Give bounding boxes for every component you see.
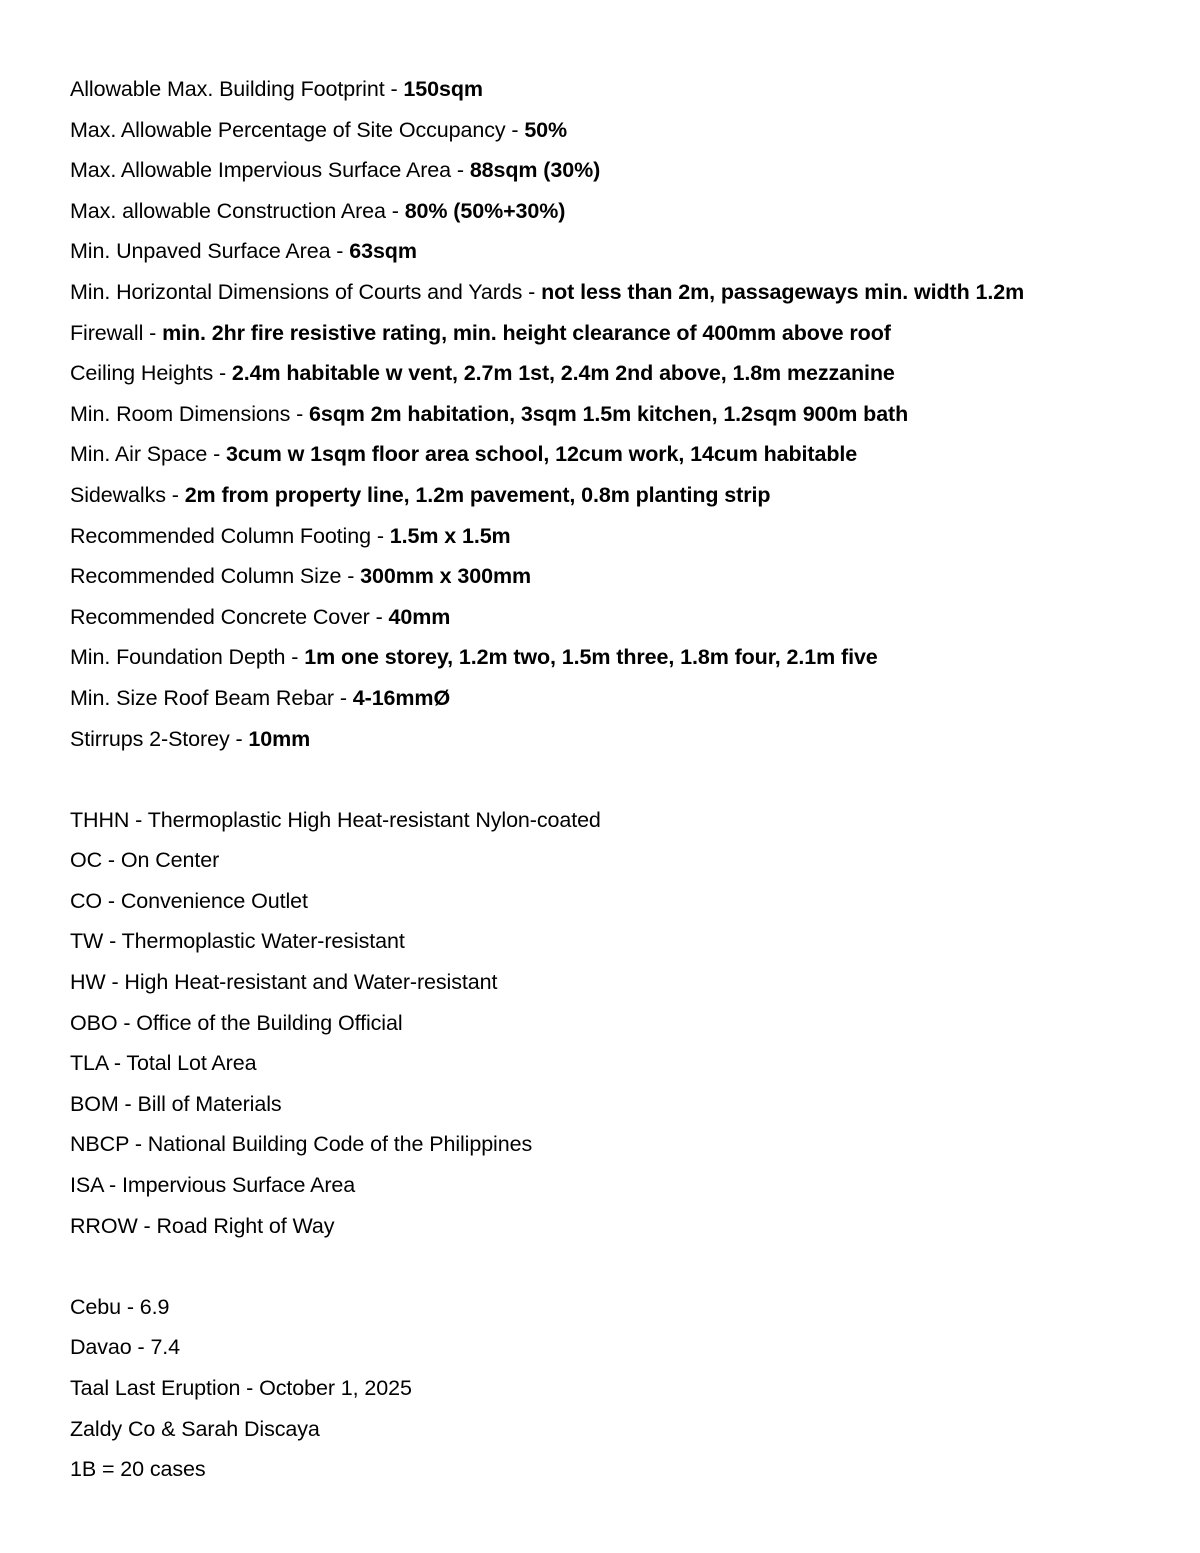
spec-label: Ceiling Heights - xyxy=(70,361,232,386)
note-line: Zaldy Co & Sarah Discaya xyxy=(70,1416,320,1441)
spec-label: Min. Horizontal Dimensions of Courts and Yards - xyxy=(70,279,542,304)
abbreviations-section xyxy=(70,800,1190,1247)
abbreviation-line: NBCP - National Building Code of the Philippines xyxy=(70,1132,533,1157)
abbreviation-line: HW - High Heat-resistant and Water-resistant xyxy=(70,970,498,995)
spec-label: Min. Foundation Depth - xyxy=(70,645,305,670)
spec-value: 1.5m x 1.5m xyxy=(389,523,511,548)
spec-value: 4-16mmØ xyxy=(352,685,451,710)
spec-line xyxy=(70,191,1190,232)
spec-value: 150sqm xyxy=(403,77,483,101)
notes-section xyxy=(70,1287,1190,1490)
spec-line xyxy=(70,637,1190,678)
spec-line xyxy=(70,434,1190,475)
note-line: 1B = 20 cases xyxy=(70,1457,206,1482)
spec-label: Min. Size Roof Beam Rebar - xyxy=(70,685,353,710)
spec-value: 63sqm xyxy=(349,239,417,264)
spec-line xyxy=(70,556,1190,597)
spec-value: 300mm x 300mm xyxy=(360,564,531,589)
spec-label: Max. Allowable Percentage of Site Occupancy - xyxy=(70,117,525,142)
abbreviation-line: CO - Convenience Outlet xyxy=(70,888,308,913)
abbreviation-line: BOM - Bill of Materials xyxy=(70,1091,282,1116)
spec-label: Recommended Column Footing - xyxy=(70,523,390,548)
spec-value: 80% (50%+30%) xyxy=(404,198,566,223)
spec-line xyxy=(70,231,1190,272)
spec-line xyxy=(70,69,1190,110)
spec-line xyxy=(70,475,1190,516)
spec-value: 6sqm 2m habitation, 3sqm 1.5m kitchen, 1.2sqm 900m bath xyxy=(309,401,909,426)
spec-value: 3cum w 1sqm floor area school, 12cum work, 14cum habitable xyxy=(226,442,858,467)
abbreviation-line: THHN - Thermoplastic High Heat-resistant Nylon-coated xyxy=(70,807,601,832)
abbreviation-line: RROW - Road Right of Way xyxy=(70,1213,335,1238)
document-body xyxy=(70,69,1190,1490)
note-line: Cebu - 6.9 xyxy=(70,1294,170,1319)
spec-value: not less than 2m, passageways min. width 1.2m xyxy=(541,279,1025,304)
specs-section xyxy=(70,69,1190,759)
spec-line xyxy=(70,719,1190,760)
spec-line xyxy=(70,394,1190,435)
spec-line xyxy=(70,353,1190,394)
abbreviation-line: OBO - Office of the Building Official xyxy=(70,1010,403,1035)
spec-label: Firewall - xyxy=(70,320,163,345)
abbreviation-line: OC - On Center xyxy=(70,848,220,873)
spec-value: min. 2hr fire resistive rating, min. height clearance of 400mm above roof xyxy=(162,320,891,345)
spec-label: Min. Air Space - xyxy=(70,442,227,467)
spec-line xyxy=(70,678,1190,719)
spec-value: 2.4m habitable w vent, 2.7m 1st, 2.4m 2nd above, 1.8m mezzanine xyxy=(231,361,895,386)
spec-label: Allowable Max. Building Footprint - xyxy=(70,77,404,101)
spec-line xyxy=(70,110,1190,151)
spec-label: Sidewalks - xyxy=(70,482,185,507)
section-spacer xyxy=(70,1246,1190,1287)
spec-line xyxy=(70,597,1190,638)
section-spacer xyxy=(70,759,1190,800)
spec-value: 1m one storey, 1.2m two, 1.5m three, 1.8m four, 2.1m five xyxy=(304,645,878,670)
spec-value: 2m from property line, 1.2m pavement, 0.8m planting strip xyxy=(184,482,771,507)
note-line: Taal Last Eruption - October 1, 2025 xyxy=(70,1376,412,1400)
spec-label: Max. Allowable Impervious Surface Area - xyxy=(70,158,470,183)
spec-label: Min. Room Dimensions - xyxy=(70,401,310,426)
spec-value: 10mm xyxy=(248,726,311,751)
spec-label: Recommended Concrete Cover - xyxy=(70,604,389,629)
spec-value: 88sqm (30%) xyxy=(469,158,601,183)
note-line: Davao - 7.4 xyxy=(70,1335,181,1360)
spec-label: Recommended Column Size - xyxy=(70,564,361,589)
abbreviation-line: TW - Thermoplastic Water-resistant xyxy=(70,929,405,954)
spec-line xyxy=(70,150,1190,191)
spec-line xyxy=(70,516,1190,557)
spec-label: Stirrups 2-Storey - xyxy=(70,726,249,751)
abbreviation-line: ISA - Impervious Surface Area xyxy=(70,1173,356,1198)
spec-line xyxy=(70,272,1190,313)
spec-value: 50% xyxy=(524,117,568,142)
spec-label: Min. Unpaved Surface Area - xyxy=(70,239,350,264)
spec-value: 40mm xyxy=(388,604,451,629)
abbreviation-line: TLA - Total Lot Area xyxy=(70,1051,257,1076)
spec-label: Max. allowable Construction Area - xyxy=(70,198,405,223)
spec-line xyxy=(70,313,1190,354)
